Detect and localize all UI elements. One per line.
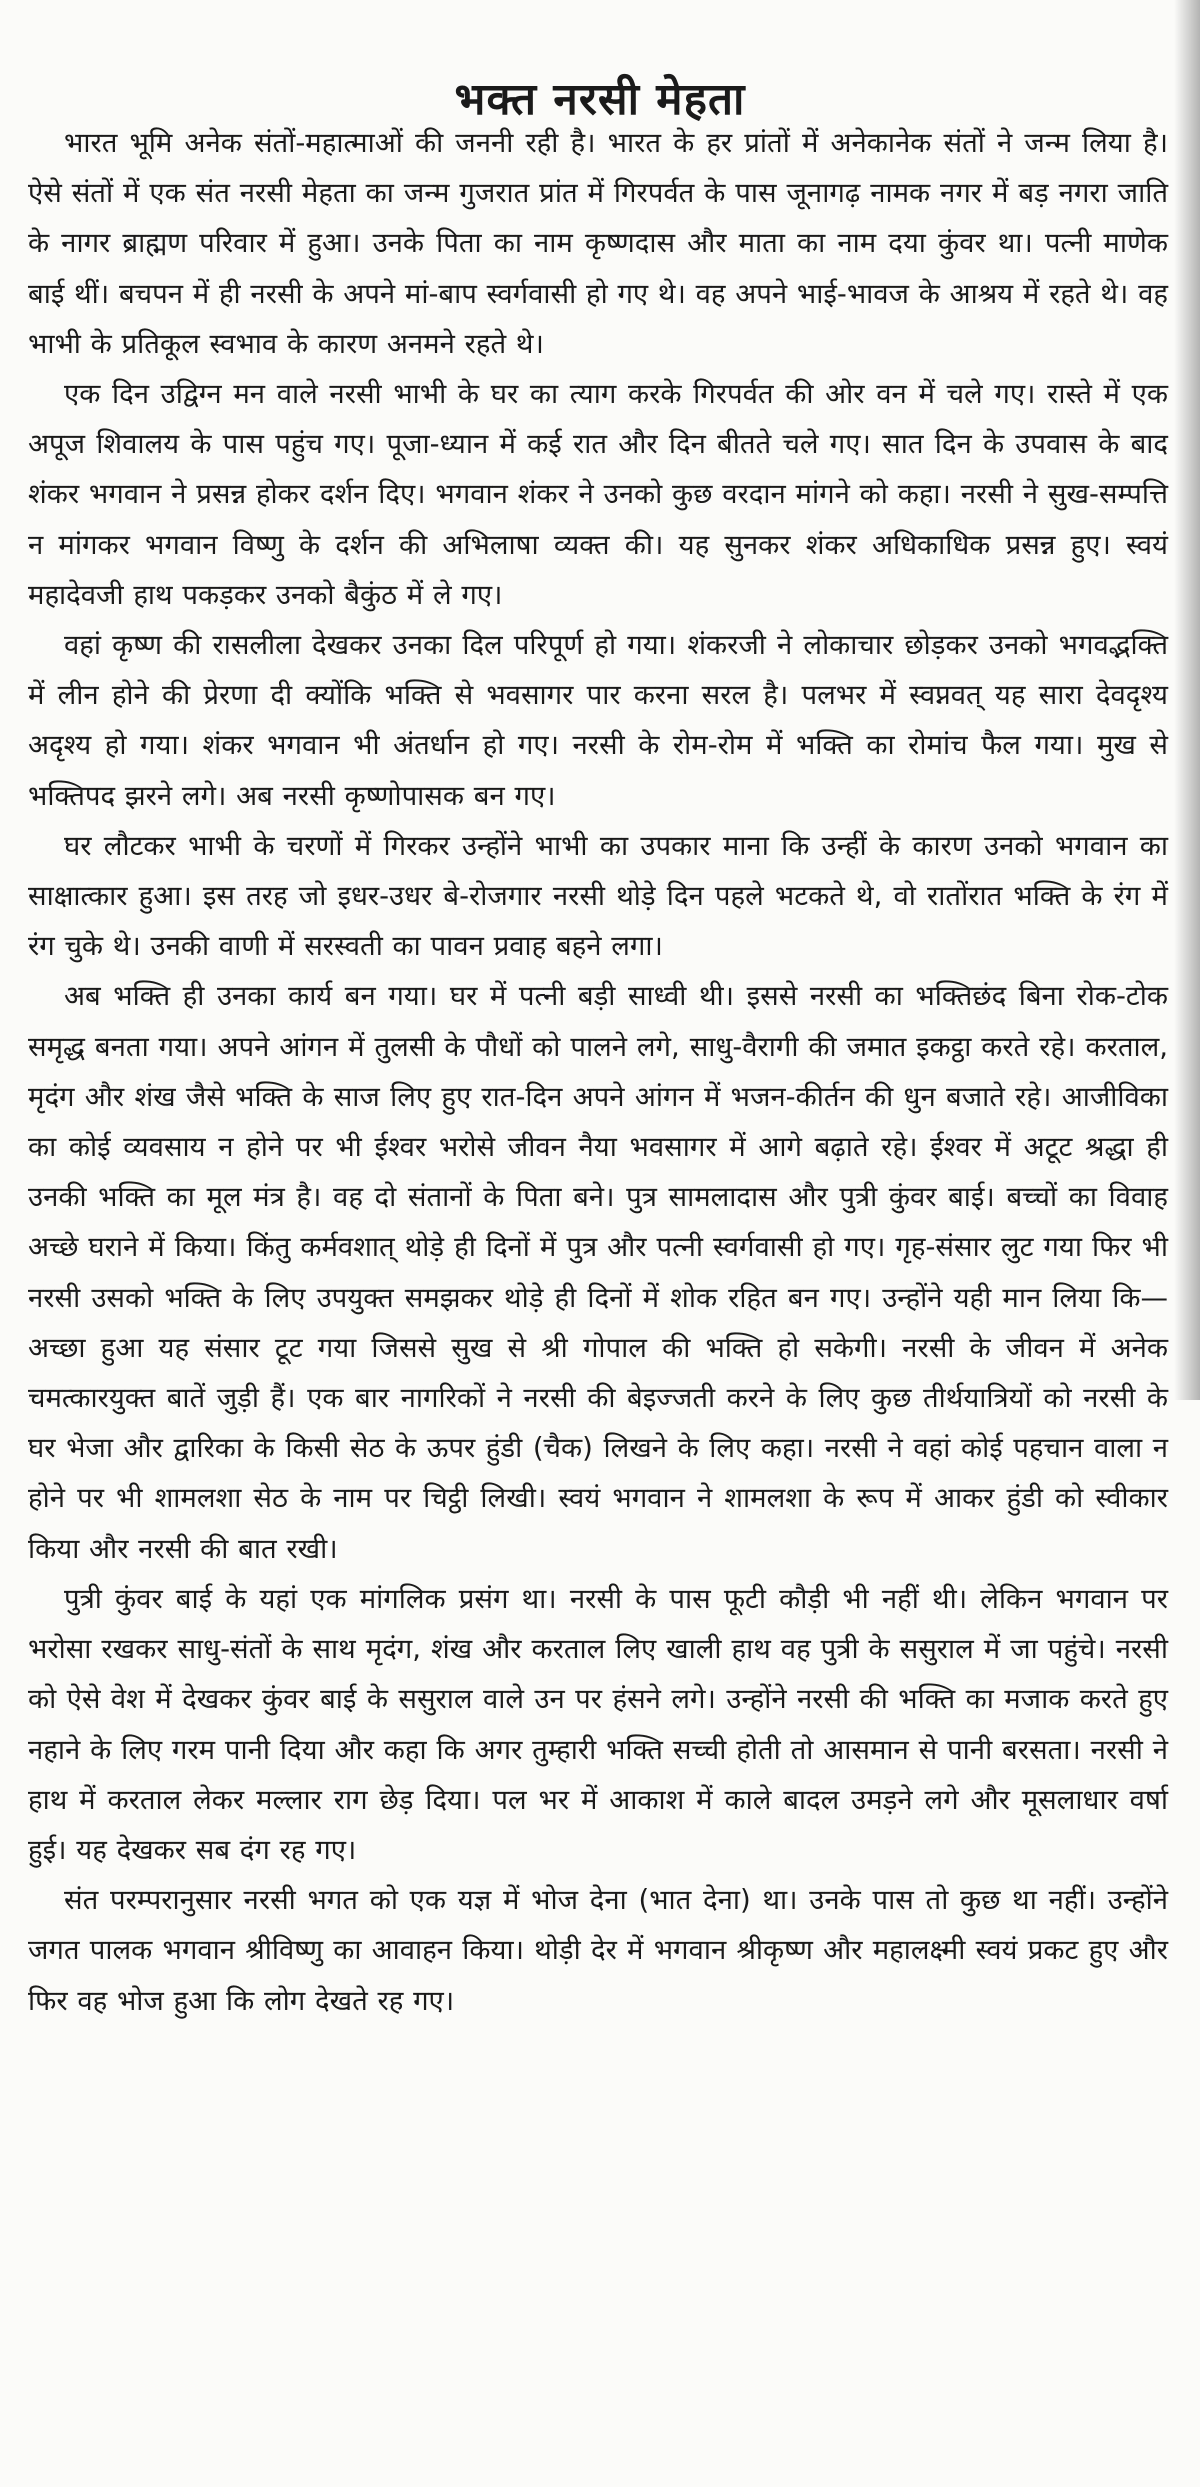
article-body	[28, 118, 1168, 2026]
paragraph-daughter-ceremony: पुत्री कुंवर बाई के यहां एक मांगलिक प्रसंग था। नरसी के पास फूटी कौड़ी भी नहीं थी। लेकिन भगवान पर भरोसा रखकर साधु-संतों के साथ मृदंग, शंख और करताल लिए खाली हाथ वह पुत्री के ससुराल में जा पहुंचे। नरसी को ऐसे वेश में देखकर कुंवर बाई के ससुराल वाले उन पर हंसने लगे। उन्होंने नरसी की भक्ति का मजाक करते हुए नहाने के लिए गरम पानी दिया और कहा कि अगर तुम्हारी भक्ति सच्ची होती तो आसमान से पानी बरसता। नरसी ने हाथ में करताल लेकर मल्लार राग छेड़ दिया। पल भर में आकाश में काले बादल उमड़ने लगे और मूसलाधार वर्षा हुई। यह देखकर सब दंग रह गए।	[28, 1582, 1168, 1866]
paragraph-shiva-darshan: एक दिन उद्विग्न मन वाले नरसी भाभी के घर का त्याग करके गिरपर्वत की ओर वन में चले गए। रास्ते में एक अपूज शिवालय के पास पहुंच गए। पूजा-ध्यान में कई रात और दिन बीतते चले गए। सात दिन के उपवास के बाद शंकर भगवान ने प्रसन्न होकर दर्शन दिए। भगवान शंकर ने उनको कुछ वरदान मांगने को कहा। नरसी ने सुख-सम्पत्ति न मांगकर भगवान विष्णु के दर्शन की अभिलाषा व्यक्त की। यह सुनकर शंकर अधिकाधिक प्रसन्न हुए। स्वयं महादेवजी हाथ पकड़कर उनको बैकुंठ में ले गए।	[28, 378, 1168, 611]
paragraph-return-home: घर लौटकर भाभी के चरणों में गिरकर उन्होंने भाभी का उपकार माना कि उन्हीं के कारण उनको भगवान का साक्षात्कार हुआ। इस तरह जो इधर-उधर बे-रोजगार नरसी थोड़े दिन पहले भटकते थे, वो रातोंरात भक्ति के रंग में रंग चुके थे। उनकी वाणी में सरस्वती का पावन प्रवाह बहने लगा।	[28, 829, 1168, 963]
paragraph-devotion-life: अब भक्ति ही उनका कार्य बन गया। घर में पत्नी बड़ी साध्वी थी। इससे नरसी का भक्तिछंद बिना रोक-टोक समृद्ध बनता गया। अपने आंगन में तुलसी के पौधों को पालने लगे, साधु-वैरागी की जमात इकट्ठा करते रहे। करताल, मृदंग और शंख जैसे भक्ति के साज लिए हुए रात-दिन अपने आंगन में भजन-कीर्तन की धुन बजाते रहे। आजीविका का कोई व्यवसाय न होने पर भी ईश्वर भरोसे जीवन नैया भवसागर में आगे बढ़ाते रहे। ईश्वर में अटूट श्रद्धा ही उनकी भक्ति का मूल मंत्र है। वह दो संतानों के पिता बने। पुत्र सामलादास और पुत्री कुंवर बाई। बच्चों का विवाह अच्छे घराने में किया। किंतु कर्मवशात् थोड़े ही दिनों में पुत्र और पत्नी स्वर्गवासी हो गए। गृह-संसार लुट गया फिर भी नरसी उसको भक्ति के लिए उपयुक्त समझकर थोड़े ही दिनों में शोक रहित बन गए। उन्होंने यही मान लिया कि—अच्छा हुआ यह संसार टूट गया जिससे सुख से श्री गोपाल की भक्ति हो सकेगी। नरसी के जीवन में अनेक चमत्कारयुक्त बातें जुड़ी हैं। एक बार नागरिकों ने नरसी की बेइज्जती करने के लिए कुछ तीर्थयात्रियों को नरसी के घर भेजा और द्वारिका के किसी सेठ के ऊपर हुंडी (चैक) लिखने के लिए कहा। नरसी ने वहां कोई पहचान वाला न होने पर भी शामलशा सेठ के नाम पर चिट्ठी लिखी। स्वयं भगवान ने शामलशा के रूप में आकर हुंडी को स्वीकार किया और नरसी की बात रखी।	[28, 980, 1168, 1565]
paragraph-raasleela: वहां कृष्ण की रासलीला देखकर उनका दिल परिपूर्ण हो गया। शंकरजी ने लोकाचार छोड़कर उनको भगवद्भक्ति में लीन होने की प्रेरणा दी क्योंकि भक्ति से भवसागर पार करना सरल है। पलभर में स्वप्नवत् यह सारा देवदृश्य अदृश्य हो गया। शंकर भगवान भी अंतर्धान हो गए। नरसी के रोम-रोम में भक्ति का रोमांच फैल गया। मुख से भक्तिपद झरने लगे। अब नरसी कृष्णोपासक बन गए।	[28, 629, 1168, 812]
paragraph-intro: भारत भूमि अनेक संतों-महात्माओं की जननी रही है। भारत के हर प्रांतों में अनेकानेक संतों ने जन्म लिया है। ऐसे संतों में एक संत नरसी मेहता का जन्म गुजरात प्रांत में गिरपर्वत के पास जूनागढ़ नामक नगर में बड़ नगरा जाति के नागर ब्राह्मण परिवार में हुआ। उनके पिता का नाम कृष्णदास और माता का नाम दया कुंवर था। पत्नी माणेक बाई थीं। बचपन में ही नरसी के अपने मां-बाप स्वर्गवासी हो गए थे। वह अपने भाई-भावज के आश्रय में रहते थे। वह भाभी के प्रतिकूल स्वभाव के कारण अनमने रहते थे।	[28, 127, 1168, 360]
page-edge-shadow	[1174, 0, 1200, 1400]
page-title: भक्त नरसी मेहता	[454, 74, 746, 126]
paragraph-feast: संत परम्परानुसार नरसी भगत को एक यज्ञ में भोज देना (भात देना) था। उनके पास तो कुछ था नहीं। उन्होंने जगत पालक भगवान श्रीविष्णु का आवाहन किया। थोड़ी देर में भगवान श्रीकृष्ण और महालक्ष्मी स्वयं प्रकट हुए और फिर वह भोज हुआ कि लोग देखते रह गए।	[28, 1884, 1168, 2017]
